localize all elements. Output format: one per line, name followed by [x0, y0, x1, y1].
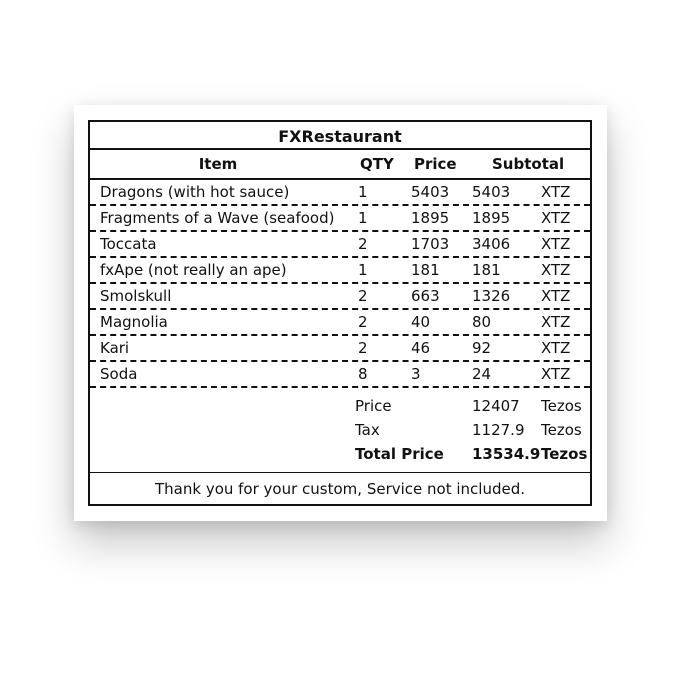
receipt — [88, 120, 592, 506]
item-name: fxApe (not really an ape) — [100, 261, 287, 279]
item-name: Kari — [100, 339, 130, 357]
item-qty: 2 — [358, 235, 368, 253]
item-price: 40 — [411, 313, 431, 331]
totals-value: 13534.9 — [472, 445, 541, 463]
item-subtotal: 3406 — [472, 235, 511, 253]
totals-value: 12407 — [472, 397, 520, 415]
item-name: Toccata — [100, 235, 157, 253]
item-qty: 2 — [358, 287, 368, 305]
restaurant-title: FXRestaurant — [90, 122, 590, 150]
totals-row-price — [90, 394, 590, 418]
item-currency: XTZ — [541, 209, 571, 227]
item-rows — [90, 180, 590, 388]
item-currency: XTZ — [541, 339, 571, 357]
totals-section — [90, 390, 590, 472]
table-row — [90, 180, 590, 206]
totals-label: Price — [355, 397, 392, 415]
totals-row-tax — [90, 418, 590, 442]
item-qty: 2 — [358, 339, 368, 357]
item-qty: 1 — [358, 183, 368, 201]
item-currency: XTZ — [541, 235, 571, 253]
totals-row-total — [90, 442, 590, 466]
table-row — [90, 310, 590, 336]
item-subtotal: 24 — [472, 365, 492, 383]
item-name: Fragments of a Wave (seafood) — [100, 209, 335, 227]
column-header-price: Price — [414, 155, 457, 173]
item-price: 46 — [411, 339, 431, 357]
item-currency: XTZ — [541, 261, 571, 279]
item-subtotal: 80 — [472, 313, 492, 331]
item-currency: XTZ — [541, 365, 571, 383]
totals-currency: Tezos — [541, 421, 582, 439]
item-qty: 1 — [358, 261, 368, 279]
item-price: 5403 — [411, 183, 450, 201]
item-subtotal: 92 — [472, 339, 492, 357]
column-header-subtotal: Subtotal — [492, 155, 565, 173]
table-row — [90, 284, 590, 310]
item-currency: XTZ — [541, 313, 571, 331]
table-row — [90, 232, 590, 258]
item-price: 3 — [411, 365, 421, 383]
item-price: 1703 — [411, 235, 450, 253]
totals-value: 1127.9 — [472, 421, 525, 439]
item-subtotal: 1326 — [472, 287, 511, 305]
totals-currency: Tezos — [541, 397, 582, 415]
item-name: Magnolia — [100, 313, 168, 331]
item-qty: 8 — [358, 365, 368, 383]
item-currency: XTZ — [541, 183, 571, 201]
table-row — [90, 336, 590, 362]
item-subtotal: 181 — [472, 261, 501, 279]
item-price: 663 — [411, 287, 440, 305]
item-subtotal: 5403 — [472, 183, 511, 201]
item-name: Dragons (with hot sauce) — [100, 183, 290, 201]
column-header-qty: QTY — [360, 155, 394, 173]
column-header-item: Item — [198, 155, 238, 173]
table-header — [90, 150, 590, 180]
table-row — [90, 362, 590, 388]
item-qty: 2 — [358, 313, 368, 331]
item-qty: 1 — [358, 209, 368, 227]
item-subtotal: 1895 — [472, 209, 511, 227]
totals-label: Total Price — [355, 445, 444, 463]
table-row — [90, 258, 590, 284]
totals-currency: Tezos — [541, 445, 588, 463]
item-currency: XTZ — [541, 287, 571, 305]
item-name: Smolskull — [100, 287, 172, 305]
item-price: 1895 — [411, 209, 450, 227]
item-name: Soda — [100, 365, 138, 383]
totals-label: Tax — [355, 421, 380, 439]
table-row — [90, 206, 590, 232]
item-price: 181 — [411, 261, 440, 279]
footer-note: Thank you for your custom, Service not included. — [90, 472, 590, 506]
